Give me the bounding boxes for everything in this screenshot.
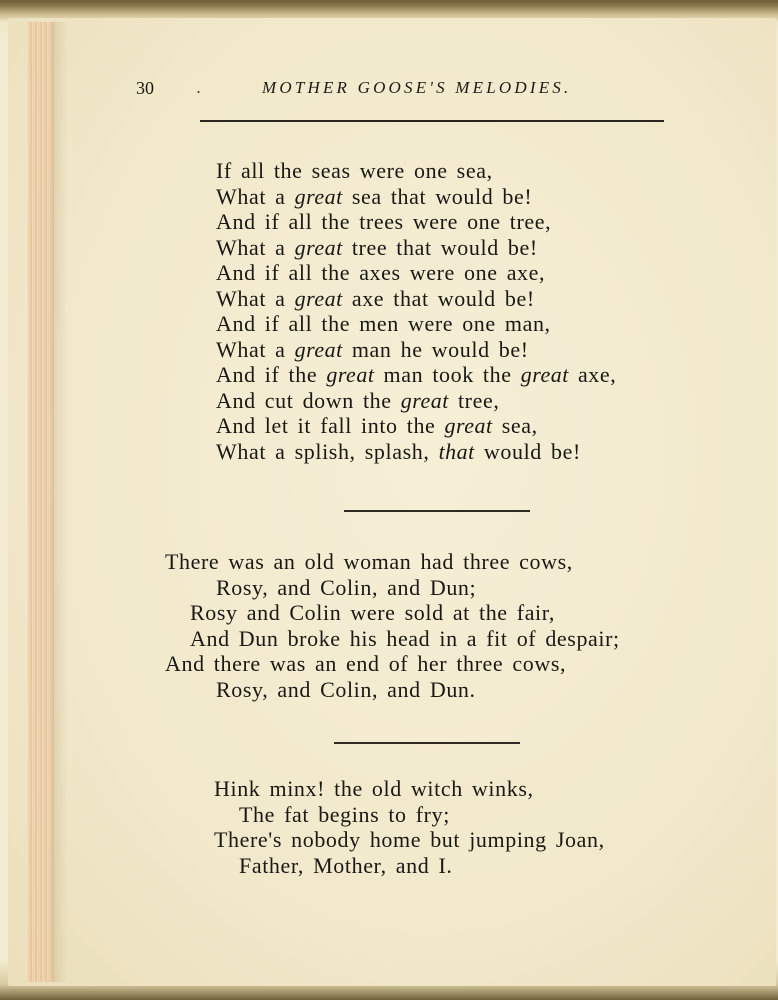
running-title: MOTHER GOOSE'S MELODIES. xyxy=(262,78,572,97)
separator-rule xyxy=(344,510,530,512)
italic-word: great xyxy=(294,285,343,311)
verse-line: What a great axe that would be! xyxy=(216,285,535,311)
verse-line: And there was an end of her three cows, xyxy=(165,651,567,676)
verse-line: And cut down the great tree, xyxy=(216,387,500,413)
poem-hink-minx xyxy=(214,776,605,878)
header-dot: . xyxy=(196,78,202,97)
verse-line: There was an old woman had three cows, xyxy=(165,549,573,574)
verse-line: Rosy, and Colin, and Dun. xyxy=(216,676,476,702)
verse-line: The fat begins to fry; xyxy=(239,801,450,827)
page-edges xyxy=(28,22,54,982)
verse-line: And let it fall into the great sea, xyxy=(216,413,538,438)
italic-word: great xyxy=(400,387,449,413)
verse-line: And if all the men were one man, xyxy=(216,311,551,336)
italic-word: that xyxy=(438,438,475,464)
header-rule xyxy=(200,120,664,122)
verse-line: What a great sea that would be! xyxy=(216,183,533,209)
gutter-shadow xyxy=(52,22,68,982)
running-header xyxy=(0,78,778,102)
separator-rule xyxy=(334,742,520,744)
verse-line: What a splish, splash, that would be! xyxy=(216,438,581,464)
verse-line: And if all the trees were one tree, xyxy=(216,209,552,234)
page-number: 30 xyxy=(136,78,154,98)
italic-word: great xyxy=(294,336,343,362)
poem-seas xyxy=(216,158,616,464)
verse-line: And Dun broke his head in a fit of despair; xyxy=(190,625,620,651)
verse-line: What a great tree that would be! xyxy=(216,234,538,260)
italic-word: great xyxy=(294,234,343,260)
verse-line: If all the seas were one sea, xyxy=(216,158,493,183)
italic-word: great xyxy=(444,413,493,438)
italic-word: great xyxy=(520,362,569,387)
verse-line: And if the great man took the great axe, xyxy=(216,362,617,387)
verse-line: There's nobody home but jumping Joan, xyxy=(214,827,605,852)
verse-line: Hink minx! the old witch winks, xyxy=(214,776,534,801)
italic-word: great xyxy=(294,183,343,209)
verse-line: And if all the axes were one axe, xyxy=(216,260,546,285)
poem-three-cows xyxy=(165,549,620,702)
verse-line: What a great man he would be! xyxy=(216,336,529,362)
italic-word: great xyxy=(326,362,375,387)
verse-line: Rosy and Colin were sold at the fair, xyxy=(190,600,555,625)
verse-line: Father, Mother, and I. xyxy=(239,852,453,878)
verse-line: Rosy, and Colin, and Dun; xyxy=(216,574,477,600)
